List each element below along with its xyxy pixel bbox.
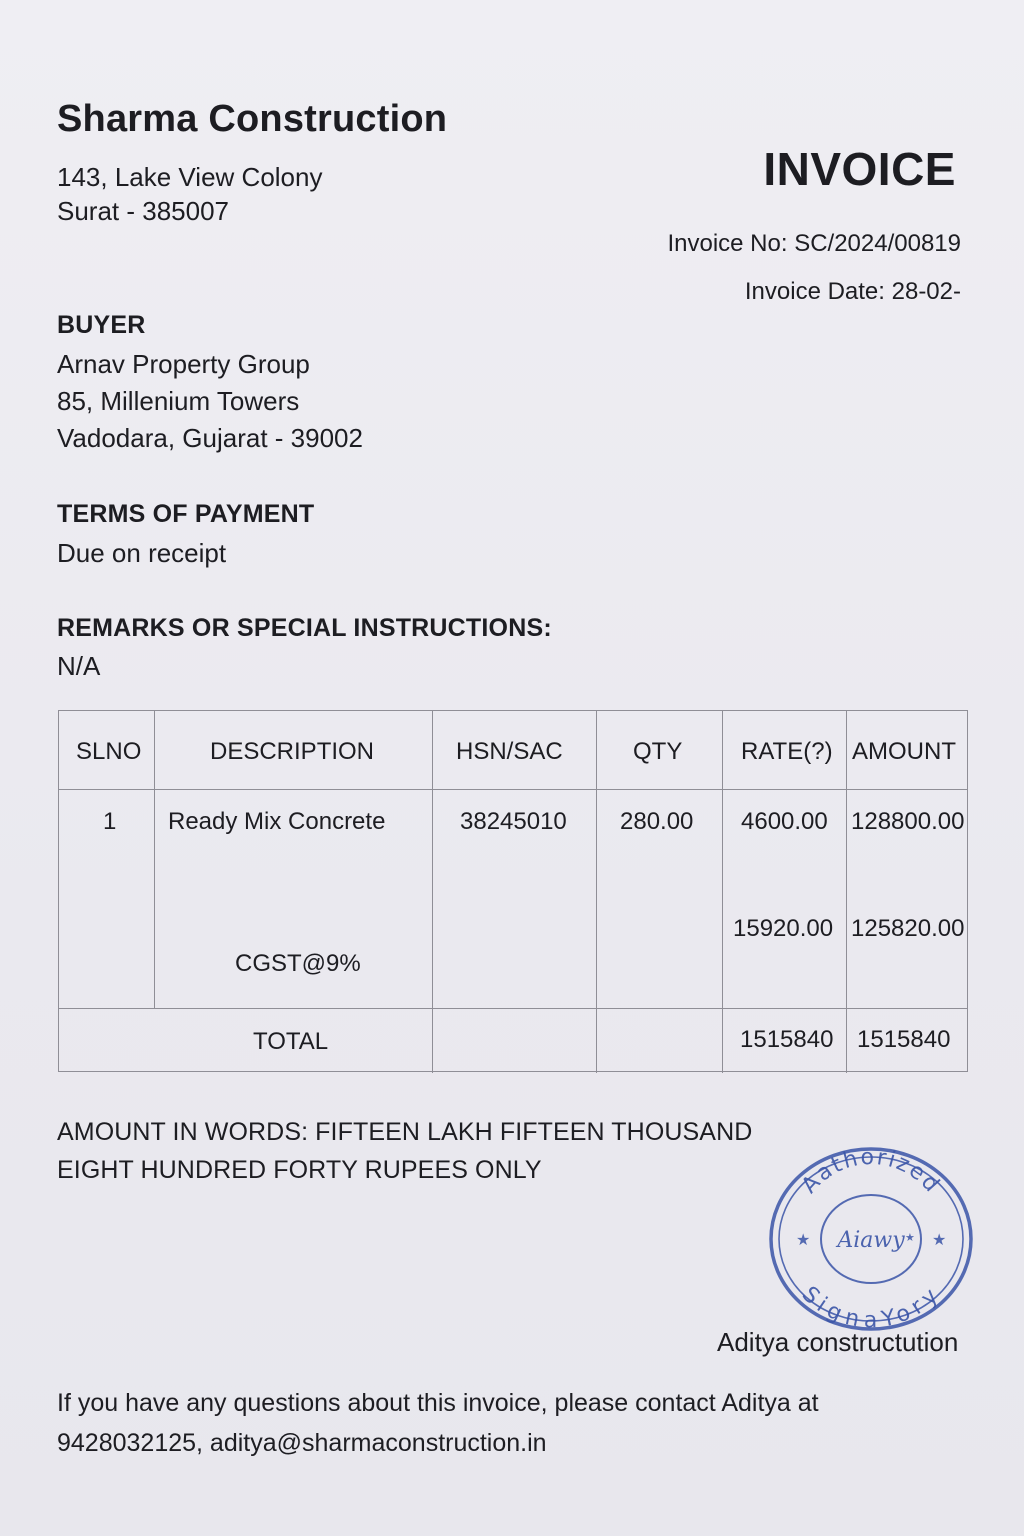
terms-value: Due on receipt <box>57 538 227 568</box>
company-name: Sharma Construction <box>57 98 448 140</box>
stamp-star-icon: ★ <box>796 1232 811 1249</box>
column-divider <box>154 711 155 1009</box>
header-slno: SLNO <box>76 738 142 765</box>
amount-in-words-line1: AMOUNT IN WORDS: FIFTEEN LAKH FIFTEEN THOUSAND <box>57 1118 753 1146</box>
authorized-signatory-stamp <box>768 1147 974 1333</box>
stamp-star-icon: ★ <box>905 1232 915 1244</box>
stamp-star-icon: ★ <box>932 1232 947 1249</box>
buyer-name: Arnav Property Group <box>57 349 310 379</box>
amount-in-words <box>57 1113 752 1189</box>
item-amount: 128800.00 <box>851 808 965 835</box>
column-divider <box>722 711 723 1073</box>
stamp-top-text: Aathorized <box>797 1147 946 1199</box>
invoice-title: INVOICE <box>763 143 956 195</box>
tax-amount: 125820.00 <box>851 915 965 942</box>
remarks-label: REMARKS OR SPECIAL INSTRUCTIONS: <box>57 614 552 642</box>
invoice-date: Invoice Date: 28-02- <box>744 278 961 305</box>
stamp-bottom-text: SignaYory <box>796 1281 946 1333</box>
header-hsn: HSN/SAC <box>456 738 563 765</box>
header-qty: QTY <box>633 738 683 765</box>
item-rate: 4600.00 <box>741 808 828 835</box>
row-divider <box>59 789 967 790</box>
remarks-value: N/A <box>57 651 101 681</box>
invoice-number: Invoice No: SC/2024/00819 <box>667 230 961 257</box>
total-label: TOTAL <box>253 1028 329 1055</box>
item-slno: 1 <box>103 808 117 835</box>
tax-description: CGST@9% <box>235 950 361 977</box>
contact-info <box>57 1383 819 1463</box>
total-amount: 1515840 <box>857 1026 951 1053</box>
item-hsn: 38245010 <box>460 808 567 835</box>
header-rate: RATE(?) <box>741 738 833 765</box>
column-divider <box>596 711 597 1073</box>
header-description: DESCRIPTION <box>210 738 375 765</box>
company-address <box>57 160 322 228</box>
buyer-address-line1: 85, Millenium Towers <box>57 386 300 416</box>
buyer-label: BUYER <box>57 311 146 339</box>
item-qty: 280.00 <box>620 808 694 835</box>
stamp-signature: Aiawy <box>837 1228 905 1253</box>
items-table <box>58 710 968 1072</box>
column-divider <box>846 711 847 1073</box>
tax-rate: 15920.00 <box>733 915 834 942</box>
header-amount: AMOUNT <box>852 738 956 765</box>
item-description: Ready Mix Concrete <box>168 808 386 835</box>
company-address-line1: 143, Lake View Colony <box>57 162 323 192</box>
buyer-details <box>57 346 363 457</box>
buyer-address-line2: Vadodara, Gujarat - 39002 <box>57 423 363 453</box>
column-divider <box>432 711 433 1073</box>
amount-in-words-line2: EIGHT HUNDRED FORTY RUPEES ONLY <box>57 1156 542 1184</box>
contact-line2: 9428032125, aditya@sharmaconstruction.in <box>57 1429 547 1457</box>
stamp-caption: Aditya constructution <box>717 1327 959 1357</box>
terms-label: TERMS OF PAYMENT <box>57 500 315 528</box>
row-divider <box>59 1008 967 1009</box>
total-rate: 1515840 <box>740 1026 834 1053</box>
contact-line1: If you have any questions about this invoice, please contact Aditya at <box>57 1389 819 1417</box>
company-address-line2: Surat - 385007 <box>57 196 230 226</box>
